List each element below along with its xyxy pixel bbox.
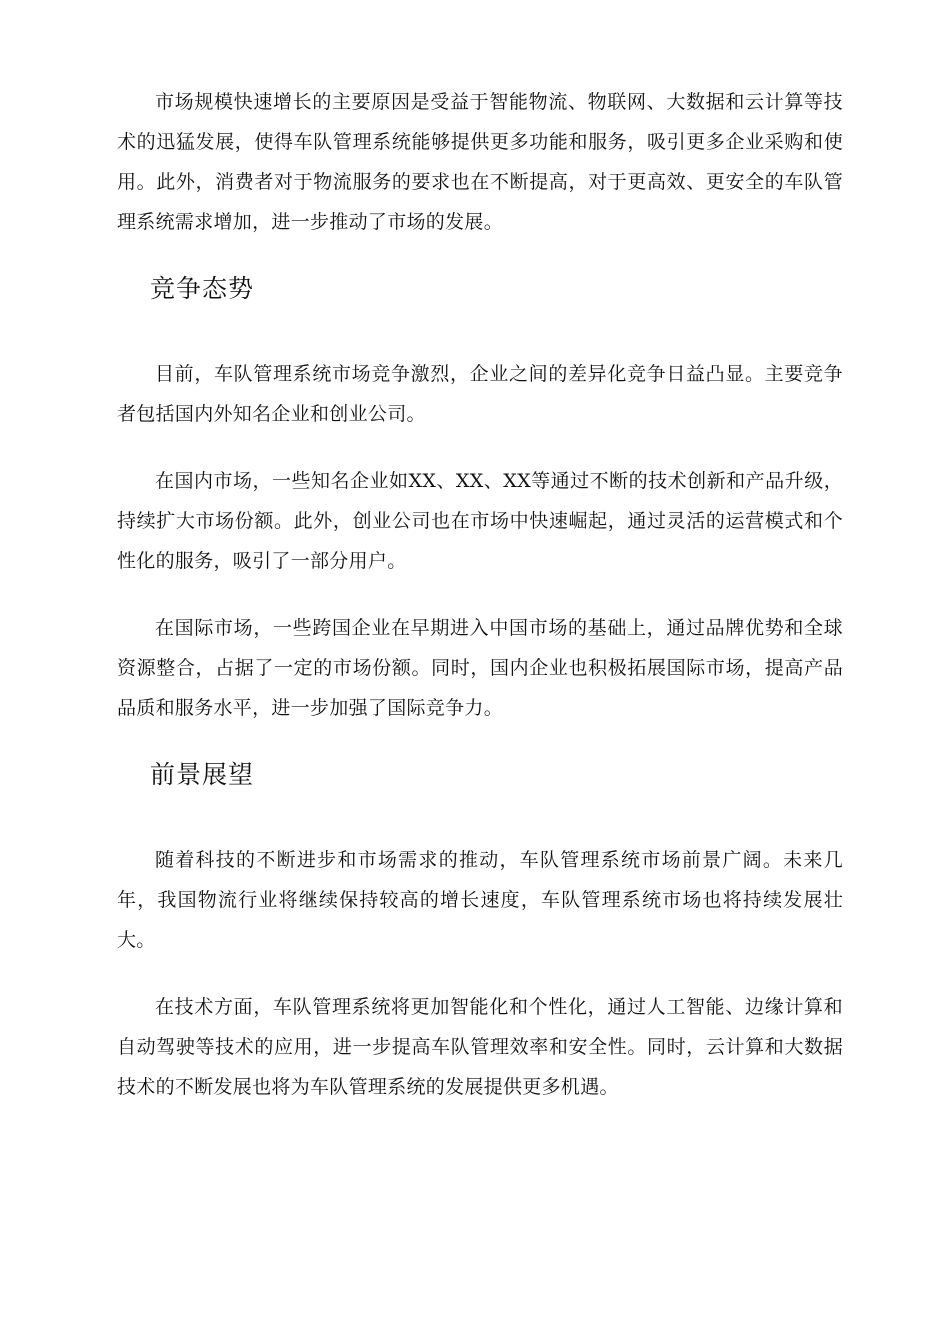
heading-outlook: 前景展望 — [150, 760, 255, 789]
document-page — [117, 82, 843, 1107]
paragraph-competition-overview: 目前，车队管理系统市场竞争激烈，企业之间的差异化竞争日益凸显。主要竞争者包括国内外知名企业和创业公司。 — [117, 363, 843, 425]
paragraph-domestic-market: 在国内市场，一些知名企业如XX、XX、XX等通过不断的技术创新和产品升级，持续扩大市场份额。此外，创业公司也在市场中快速崛起，通过灵活的运营模式和个性化的服务，吸引了一部分用户。 — [117, 470, 843, 572]
paragraph-international-market: 在国际市场，一些跨国企业在早期进入中国市场的基础上，通过品牌优势和全球资源整合，占据了一定的市场份额。同时，国内企业也积极拓展国际市场，提高产品品质和服务水平，进一步加强了国际竞争力。 — [117, 617, 843, 719]
paragraph-outlook-technology: 在技术方面，车队管理系统将更加智能化和个性化，通过人工智能、边缘计算和自动驾驶等技术的应用，进一步提高车队管理效率和安全性。同时，云计算和大数据技术的不断发展也将为车队管理系统的发展提供更多机遇。 — [117, 996, 843, 1098]
paragraph-outlook-market: 随着科技的不断进步和市场需求的推动，车队管理系统市场前景广阔。未来几年，我国物流行业将继续保持较高的增长速度，车队管理系统市场也将持续发展壮大。 — [117, 849, 843, 951]
heading-competition: 竞争态势 — [150, 274, 255, 303]
paragraph-market-growth: 市场规模快速增长的主要原因是受益于智能物流、物联网、大数据和云计算等技术的迅猛发展，使得车队管理系统能够提供更多功能和服务，吸引更多企业采购和使用。此外，消费者对于物流服务的要求也在不断提高，对于更高效、更安全的车队管理系统需求增加，进一步推动了市场的发展。 — [117, 91, 843, 233]
